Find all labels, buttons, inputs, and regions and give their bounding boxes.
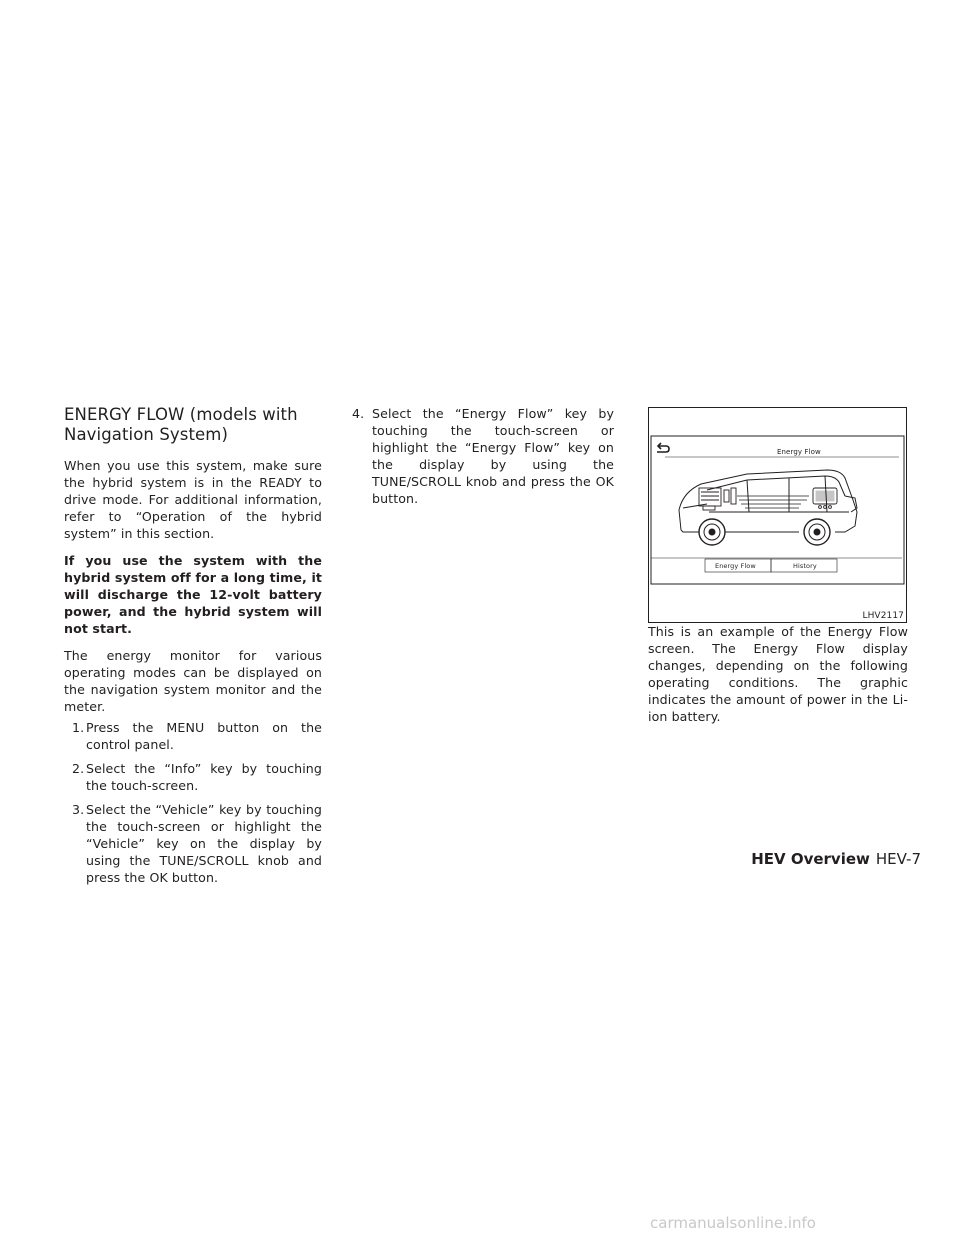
- monitor-paragraph: The energy monitor for various operating modes can be displayed on the navigation system monitor and the meter.: [64, 648, 322, 714]
- steps-list: [64, 719, 322, 886]
- intro-paragraph: When you use this system, make sure the hybrid system is in the READY to drive mode. For additional information, refer to “Operation of the hybrid system” in this section.: [64, 458, 322, 541]
- step-number: 3.: [72, 802, 85, 817]
- steps-list-continued: [352, 405, 614, 507]
- section-title: [64, 405, 322, 445]
- li-ion-battery-icon: [813, 488, 837, 508]
- right-column: [648, 407, 908, 735]
- energy-flow-figure: [648, 407, 907, 623]
- tab-energy-flow-label: Energy Flow: [715, 562, 756, 570]
- step-number: 2.: [72, 761, 85, 776]
- front-wheel-icon: [699, 519, 725, 545]
- step-text: Select the “Info” key by touching the touch-screen.: [86, 761, 322, 793]
- step-number: 1.: [72, 720, 85, 735]
- figure-caption: This is an example of the Energy Flow screen. The Energy Flow display changes, depending on the following operating conditions. The graphic indicates the amount of power in the Li-ion battery.: [648, 624, 908, 724]
- energy-flow-screen-illustration: [649, 408, 906, 622]
- step-item: [64, 719, 322, 753]
- left-column: [64, 405, 322, 893]
- tab-history-label: History: [793, 562, 817, 570]
- watermark: carmanualsonline.info: [650, 1214, 816, 1232]
- step-item: [352, 405, 614, 507]
- section-title-line1: ENERGY FLOW (models with: [64, 405, 298, 424]
- warning-paragraph: If you use the system with the hybrid system off for a long time, it will discharge the 12-volt battery power, and the hybrid system will not start.: [64, 553, 322, 636]
- middle-column: [352, 405, 614, 514]
- screen-border: [651, 436, 904, 584]
- section-title-line2: Navigation System): [64, 425, 229, 444]
- engine-icon: [699, 488, 721, 510]
- step-text: Select the “Energy Flow” key by touching the touch-screen or highlight the “Energy Flow” key on the display by using the TUNE/SCROLL knob and press the OK button.: [372, 406, 614, 506]
- screen-title: Energy Flow: [777, 448, 821, 456]
- figure-code: LHV2117: [862, 611, 904, 621]
- chapter-name: HEV Overview: [751, 850, 870, 868]
- step-text: Press the MENU button on the control panel.: [86, 720, 322, 752]
- motor-icon: [724, 488, 736, 504]
- page-footer: [751, 850, 921, 868]
- step-item: [64, 760, 322, 794]
- rear-wheel-icon: [804, 519, 830, 545]
- step-item: [64, 801, 322, 886]
- step-text: Select the “Vehicle” key by touching the touch-screen or highlight the “Vehicle” key on the display by using the TUNE/SCROLL knob and press the OK button.: [86, 802, 322, 885]
- back-arrow-icon: [657, 443, 669, 452]
- page-number: HEV-7: [875, 850, 921, 868]
- step-number: 4.: [352, 406, 365, 421]
